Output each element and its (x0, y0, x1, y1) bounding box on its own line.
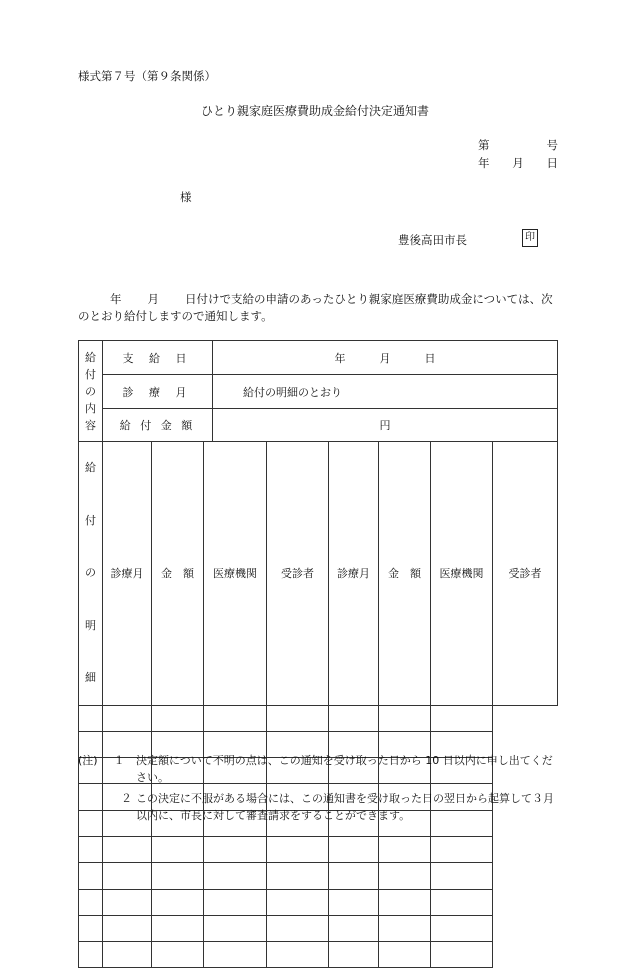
table-row (79, 836, 558, 862)
cell-medical-institution-1[interactable] (152, 942, 204, 968)
payment-content-table (78, 340, 558, 442)
cell-treatment-month-2[interactable] (267, 863, 329, 889)
cell-patient-2[interactable] (431, 915, 493, 941)
header-amount-1: 金 額 (152, 442, 204, 706)
cell-amount-2[interactable] (329, 889, 379, 915)
cell-amount-2[interactable] (329, 942, 379, 968)
cell-medical-institution-2[interactable] (379, 942, 431, 968)
amount-unit: 円 (379, 419, 391, 432)
seal-box: 印 (522, 229, 538, 247)
detail-rows (79, 705, 558, 968)
cell-amount-2[interactable] (329, 915, 379, 941)
payment-date-month: 月 (379, 351, 391, 365)
cell-medical-institution-1[interactable] (152, 889, 204, 915)
cell-amount-2[interactable] (329, 705, 379, 731)
recipient-honorific: 様 (180, 190, 192, 204)
cell-amount-1[interactable] (103, 705, 152, 731)
table-row (79, 889, 558, 915)
payment-detail-section-label: 給 付 の 明 細 (79, 442, 103, 706)
cell-patient-1[interactable] (204, 863, 267, 889)
note-number-1: １ (113, 754, 125, 767)
cell-amount-2[interactable] (329, 836, 379, 862)
payment-detail-table (78, 441, 558, 968)
cell-amount-1[interactable] (103, 915, 152, 941)
date-day-label: 日 (546, 156, 558, 170)
header-medical-institution-1: 医療機関 (204, 442, 267, 706)
cell-treatment-month-2[interactable] (267, 942, 329, 968)
header-amount-2: 金 額 (379, 442, 431, 706)
payment-date-field[interactable] (213, 341, 558, 375)
payment-date-year: 年 (334, 351, 346, 365)
form-number: 様式第７号（第９条関係） (78, 69, 216, 83)
cell-treatment-month-1[interactable] (79, 942, 103, 968)
cell-treatment-month-2[interactable] (267, 705, 329, 731)
cell-treatment-month-1[interactable] (79, 915, 103, 941)
cell-medical-institution-2[interactable] (379, 915, 431, 941)
cell-patient-2[interactable] (431, 836, 493, 862)
intro-text: 日付けで支給の申請のあったひとり親家庭医療費助成金については、次のとおり給付しますので通知します。 (78, 292, 553, 323)
table-row (79, 705, 558, 731)
document-date (478, 155, 558, 171)
note-text-1: 決定額について不明の点は、この通知を受け取った日から 10 日以内に申し出てください。 (136, 754, 553, 784)
header-patient-2: 受診者 (493, 442, 558, 706)
cell-amount-1[interactable] (103, 863, 152, 889)
cell-medical-institution-2[interactable] (379, 705, 431, 731)
cell-amount-1[interactable] (103, 942, 152, 968)
cell-medical-institution-1[interactable] (152, 705, 204, 731)
document-title: ひとり親家庭医療費助成金給付決定通知書 (200, 104, 429, 118)
date-month-label: 月 (512, 156, 524, 170)
table-row (79, 863, 558, 889)
note-item-1 (78, 752, 558, 786)
note-number-2: ２ (121, 792, 132, 805)
cell-patient-1[interactable] (204, 836, 267, 862)
payment-date-day: 日 (424, 351, 436, 365)
treatment-month-field[interactable] (213, 375, 558, 409)
treatment-month-value: 給付の明細のとおり (243, 385, 342, 399)
cell-treatment-month-1[interactable] (79, 836, 103, 862)
cell-treatment-month-2[interactable] (267, 915, 329, 941)
amount-label: 給 付 金 額 (103, 409, 213, 442)
cell-medical-institution-2[interactable] (379, 863, 431, 889)
cell-patient-2[interactable] (431, 705, 493, 731)
header-treatment-month-1: 診療月 (103, 442, 152, 706)
cell-medical-institution-1[interactable] (152, 863, 204, 889)
cell-amount-1[interactable] (103, 836, 152, 862)
intro-month-label: 月 (147, 292, 159, 306)
cell-patient-1[interactable] (204, 915, 267, 941)
intro-year-label: 年 (110, 292, 122, 306)
payment-content-section-label: 給 付 の 内 容 (79, 341, 103, 442)
date-year-label: 年 (478, 156, 490, 170)
cell-treatment-month-1[interactable] (79, 889, 103, 915)
cell-patient-2[interactable] (431, 889, 493, 915)
header-treatment-month-2: 診療月 (329, 442, 379, 706)
cell-treatment-month-1[interactable] (79, 863, 103, 889)
issuer-name: 豊後高田市長 (398, 233, 467, 247)
cell-treatment-month-2[interactable] (267, 836, 329, 862)
number-label-suffix: 号 (546, 138, 558, 152)
cell-patient-2[interactable] (431, 863, 493, 889)
notes-heading: (注) (78, 754, 98, 767)
treatment-month-label: 診 療 月 (103, 375, 213, 409)
note-text-2: この決定に不服がある場合には、この通知書を受け取った日の翌日から起算して３月以内に、市長に対して審査請求をすることができます。 (136, 792, 554, 822)
cell-patient-2[interactable] (431, 942, 493, 968)
document-number (478, 137, 558, 153)
cell-medical-institution-1[interactable] (152, 915, 204, 941)
table-row (79, 915, 558, 941)
header-medical-institution-2: 医療機関 (431, 442, 493, 706)
cell-medical-institution-1[interactable] (152, 836, 204, 862)
cell-patient-1[interactable] (204, 705, 267, 731)
number-label-prefix: 第 (478, 138, 490, 152)
cell-treatment-month-1[interactable] (79, 705, 103, 731)
header-patient-1: 受診者 (267, 442, 329, 706)
cell-amount-2[interactable] (329, 863, 379, 889)
notes-section (78, 752, 558, 824)
intro-paragraph (78, 291, 558, 325)
amount-field[interactable] (213, 409, 558, 442)
note-item-2 (78, 790, 558, 824)
table-row (79, 942, 558, 968)
payment-date-label: 支 給 日 (103, 341, 213, 375)
cell-medical-institution-2[interactable] (379, 889, 431, 915)
cell-amount-1[interactable] (103, 889, 152, 915)
cell-treatment-month-2[interactable] (267, 889, 329, 915)
cell-patient-1[interactable] (204, 889, 267, 915)
cell-medical-institution-2[interactable] (379, 836, 431, 862)
cell-patient-1[interactable] (204, 942, 267, 968)
